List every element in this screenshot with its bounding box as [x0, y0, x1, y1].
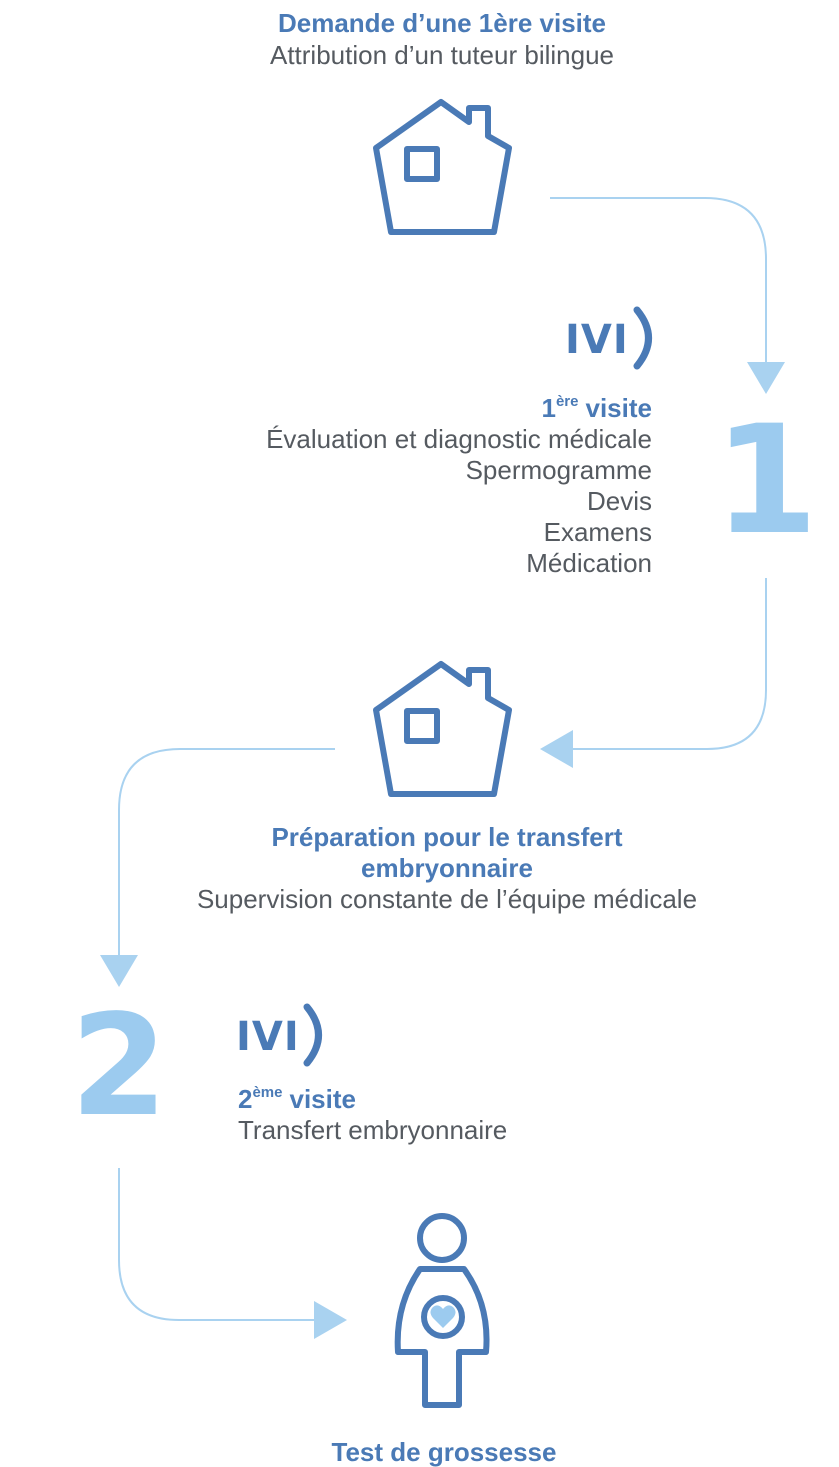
visit1-item: Évaluation et diagnostic médicale — [266, 424, 652, 454]
visit1-title-number: 1 — [541, 393, 556, 423]
connector-step1-to-house2 — [570, 578, 766, 749]
step-number-1: 1 — [713, 394, 819, 568]
visit2-subtitle: Transfert embryonnaire — [238, 1115, 508, 1145]
arrow-left-house2 — [540, 730, 573, 768]
visit2-title-number: 2 — [238, 1084, 253, 1114]
heart-icon — [431, 1305, 456, 1328]
connector-step2-to-final — [119, 1168, 318, 1320]
visit2-title-text: visite — [289, 1084, 356, 1114]
visit1-title-text: visite — [585, 393, 652, 423]
visit1-item: Médication — [526, 548, 652, 578]
arrow-down-step1 — [747, 362, 785, 394]
step2-title-line1: Préparation pour le transfert — [271, 822, 623, 852]
visit1-item: Devis — [586, 486, 652, 516]
visit2-title — [238, 1084, 356, 1114]
visit1-item: Spermogramme — [465, 455, 652, 485]
connector-house2-to-step2 — [119, 749, 335, 957]
visit2-title-superscript: ème — [252, 1084, 283, 1101]
ivi-logo-text: IVI — [565, 317, 629, 363]
ivi-logo — [565, 310, 649, 366]
visit1-item: Examens — [543, 517, 652, 547]
step1-subtitle: Attribution d’un tuteur bilingue — [269, 40, 615, 70]
visit1-title-superscript: ère — [555, 393, 579, 410]
step2-subtitle: Supervision constante de l’équipe médicale — [196, 884, 698, 914]
arrow-down-step2 — [100, 955, 138, 987]
house-icon — [376, 664, 509, 794]
pregnant-woman-icon — [398, 1216, 487, 1405]
final-title: Test de grossesse — [331, 1437, 557, 1467]
ivi-logo-text: IVI — [236, 1014, 300, 1060]
step-number-2: 2 — [70, 985, 168, 1148]
visit1-title — [542, 393, 653, 423]
step2-title-line2: embryonnaire — [361, 853, 533, 883]
ivi-logo — [236, 1007, 319, 1063]
arrow-right-final — [314, 1301, 347, 1339]
house-icon — [376, 102, 509, 232]
step1-title: Demande d’une 1ère visite — [277, 8, 607, 38]
